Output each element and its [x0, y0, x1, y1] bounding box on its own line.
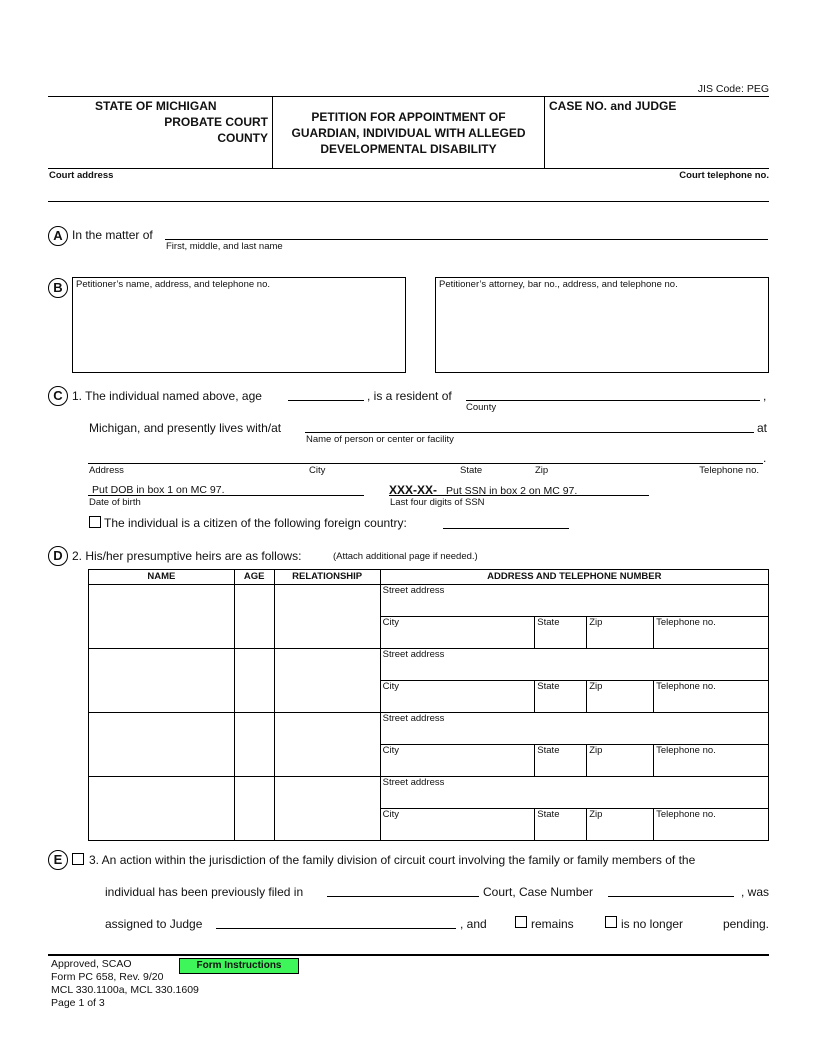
heir-age-cell[interactable]	[234, 777, 274, 841]
heir-street-cell[interactable]	[380, 777, 768, 809]
heir-relationship-cell[interactable]	[274, 777, 380, 841]
court-name-field[interactable]	[327, 896, 479, 897]
county-comma: ,	[763, 389, 767, 403]
zip-label: Zip	[589, 681, 603, 692]
heir-state-cell[interactable]	[535, 617, 587, 649]
foreign-citizen-checkbox[interactable]	[89, 516, 101, 528]
at-label: at	[757, 421, 768, 435]
attorney-info-box[interactable]	[435, 277, 769, 373]
address-field[interactable]	[88, 463, 763, 464]
age-field[interactable]	[288, 400, 364, 401]
heir-age-cell[interactable]	[234, 585, 274, 649]
zip-label: Zip	[589, 809, 603, 820]
table-row	[89, 649, 769, 681]
ssn-sublabel: Last four digits of SSN	[390, 497, 485, 508]
remains-label: remains	[531, 917, 574, 931]
no-longer-checkbox[interactable]	[605, 916, 617, 928]
table-row	[89, 713, 769, 745]
remains-checkbox[interactable]	[515, 916, 527, 928]
heir-telephone-cell[interactable]	[654, 809, 769, 841]
section-b-marker: B	[48, 278, 68, 298]
heir-name-cell[interactable]	[89, 777, 235, 841]
ssn-field[interactable]	[389, 495, 649, 496]
form-title-line2: GUARDIAN, INDIVIDUAL WITH ALLEGED	[291, 126, 526, 140]
col-header-relationship: RELATIONSHIP	[274, 570, 380, 585]
header-divider-2	[544, 96, 545, 168]
probate-court: PROBATE COURT	[164, 115, 268, 129]
address-sublabel: Address	[89, 465, 124, 476]
dob-field[interactable]	[88, 495, 364, 496]
heir-age-cell[interactable]	[234, 649, 274, 713]
page-number: Page 1 of 3	[51, 997, 105, 1009]
form-title-line3: DEVELOPMENTAL DISABILITY	[320, 142, 497, 156]
city-label: City	[382, 681, 399, 692]
zip-sublabel: Zip	[535, 465, 549, 476]
pending-label: pending.	[722, 917, 769, 931]
court-address-rule	[48, 201, 769, 202]
heir-city-cell[interactable]	[380, 745, 535, 777]
and-label: , and	[460, 917, 487, 931]
state-label: State	[537, 745, 560, 756]
form-title-line1: PETITION FOR APPOINTMENT OF	[311, 110, 506, 124]
heir-street-cell[interactable]	[380, 585, 768, 617]
heir-state-cell[interactable]	[535, 809, 587, 841]
assigned-judge-label: assigned to Judge	[105, 917, 203, 931]
heir-relationship-cell[interactable]	[274, 585, 380, 649]
heir-zip-cell[interactable]	[587, 681, 654, 713]
street-label: Street address	[382, 585, 445, 596]
section-c-marker: C	[48, 386, 68, 406]
ssn-value[interactable]: Put SSN in box 2 on MC 97.	[446, 485, 578, 497]
dob-value[interactable]: Put DOB in box 1 on MC 97.	[92, 484, 225, 496]
ssn-prefix: XXX-XX-	[389, 483, 438, 497]
court-telephone-label: Court telephone no.	[679, 170, 769, 181]
col-header-address: ADDRESS AND TELEPHONE NUMBER	[380, 570, 768, 585]
state-label: State	[537, 809, 560, 820]
petitioner-info-label: Petitioner’s name, address, and telephone no.	[76, 279, 271, 290]
footer-rule	[48, 954, 769, 956]
county-sublabel: County	[466, 402, 497, 413]
telephone-sublabel: Telephone no.	[699, 465, 759, 476]
city-sublabel: City	[309, 465, 326, 476]
county-field[interactable]	[466, 400, 760, 401]
case-no-label: CASE NO. and JUDGE	[549, 99, 677, 113]
heir-relationship-cell[interactable]	[274, 649, 380, 713]
item2-note: (Attach additional page if needed.)	[333, 551, 478, 562]
foreign-country-field[interactable]	[443, 528, 569, 529]
dob-sublabel: Date of birth	[89, 497, 141, 508]
section-e-marker: E	[48, 850, 68, 870]
heir-street-cell[interactable]	[380, 713, 768, 745]
section-d-marker: D	[48, 546, 68, 566]
heir-name-cell[interactable]	[89, 649, 235, 713]
heir-name-cell[interactable]	[89, 713, 235, 777]
city-label: City	[382, 745, 399, 756]
city-label: City	[382, 617, 399, 628]
heir-name-cell[interactable]	[89, 585, 235, 649]
matter-name-sublabel: First, middle, and last name	[166, 241, 283, 252]
lives-with-sublabel: Name of person or center or facility	[306, 434, 454, 445]
zip-label: Zip	[589, 745, 603, 756]
heirs-header-row	[89, 570, 769, 585]
filed-in-label: individual has been previously filed in	[105, 885, 304, 899]
table-row	[89, 777, 769, 809]
judge-name-field[interactable]	[216, 928, 456, 929]
item3-line1: 3. An action within the jurisdiction of the family division of circuit court involving the family or family members of the	[89, 853, 696, 867]
form-instructions-button[interactable]: Form Instructions	[179, 958, 299, 974]
heir-zip-cell[interactable]	[587, 617, 654, 649]
telephone-label: Telephone no.	[656, 617, 716, 628]
court-address-label: Court address	[49, 170, 114, 181]
col-header-age: AGE	[234, 570, 274, 585]
michigan-lives-with-label: Michigan, and presently lives with/at	[89, 421, 282, 435]
table-row	[89, 585, 769, 617]
attorney-info-label: Petitioner’s attorney, bar no., address, and telephone no.	[439, 279, 678, 290]
no-longer-label: is no longer	[621, 917, 684, 931]
matter-name-field[interactable]	[165, 239, 768, 240]
telephone-label: Telephone no.	[656, 681, 716, 692]
jis-code: JIS Code: PEG	[697, 83, 769, 95]
heir-telephone-cell[interactable]	[654, 745, 769, 777]
heir-relationship-cell[interactable]	[274, 713, 380, 777]
in-the-matter-label: In the matter of	[72, 228, 153, 242]
petitioner-info-box[interactable]	[72, 277, 406, 373]
heir-street-cell[interactable]	[380, 649, 768, 681]
prior-action-checkbox[interactable]	[72, 853, 84, 865]
address-period: .	[763, 451, 767, 465]
heir-state-cell[interactable]	[535, 745, 587, 777]
header-bottom-rule	[48, 168, 769, 169]
heir-state-cell[interactable]	[535, 681, 587, 713]
approved-label: Approved, SCAO	[51, 958, 132, 970]
section-a-marker: A	[48, 226, 68, 246]
zip-label: Zip	[589, 617, 603, 628]
county-label: COUNTY	[217, 131, 268, 145]
heir-age-cell[interactable]	[234, 713, 274, 777]
heir-city-cell[interactable]	[380, 809, 535, 841]
heir-telephone-cell[interactable]	[654, 617, 769, 649]
col-header-name: NAME	[89, 570, 235, 585]
form-number: Form PC 658, Rev. 9/20	[51, 971, 164, 983]
state-label: State	[537, 681, 560, 692]
street-label: Street address	[382, 713, 445, 724]
item1-mid: , is a resident of	[367, 389, 452, 403]
mcl-reference: MCL 330.1100a, MCL 330.1609	[51, 984, 199, 996]
heir-telephone-cell[interactable]	[654, 681, 769, 713]
lives-with-field[interactable]	[305, 432, 754, 433]
city-label: City	[382, 809, 399, 820]
street-label: Street address	[382, 777, 445, 788]
heir-zip-cell[interactable]	[587, 745, 654, 777]
item2-text: 2. His/her presumptive heirs are as follows:	[72, 549, 302, 563]
case-number-label: Court, Case Number	[483, 885, 594, 899]
case-number-field[interactable]	[608, 896, 734, 897]
telephone-label: Telephone no.	[656, 745, 716, 756]
state-sublabel: State	[460, 465, 483, 476]
item1-prefix: 1. The individual named above, age	[72, 389, 262, 403]
heir-zip-cell[interactable]	[587, 809, 654, 841]
was-label: , was	[740, 885, 769, 899]
state-label: State	[537, 617, 560, 628]
heir-city-cell[interactable]	[380, 681, 535, 713]
header-top-rule	[48, 96, 769, 97]
state-of-michigan: STATE OF MICHIGAN	[95, 99, 217, 113]
street-label: Street address	[382, 649, 445, 660]
telephone-label: Telephone no.	[656, 809, 716, 820]
heirs-table	[88, 569, 769, 841]
heir-city-cell[interactable]	[380, 617, 535, 649]
foreign-citizen-label: The individual is a citizen of the following foreign country:	[104, 516, 407, 530]
